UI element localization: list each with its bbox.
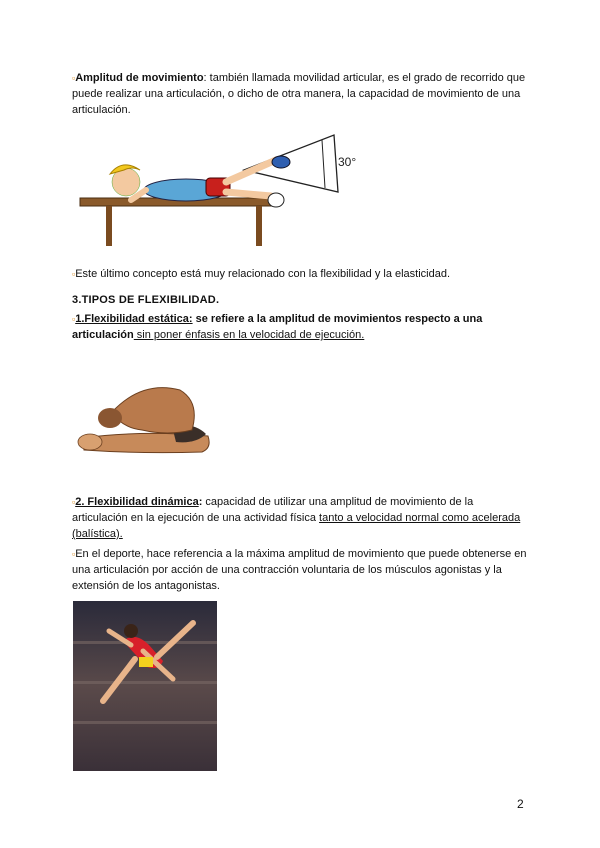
bullet-icon: ▫ <box>72 549 76 559</box>
text-estatica: se refiere a la amplitud de movimientos respecto a una articulación <box>72 313 483 341</box>
bullet-icon: ▫ <box>72 314 76 324</box>
bullet-icon: ▫ <box>72 269 76 279</box>
term-amplitud: Amplitud de movimiento <box>75 72 204 84</box>
colon-dinamica: : <box>198 496 203 508</box>
underline-dinamica: tanto a velocidad normal como acelerada (balística). <box>72 512 521 540</box>
section-heading: 3.TIPOS DE FLEXIBILIDAD. <box>72 294 220 306</box>
page-number: 2 <box>517 797 524 811</box>
text-deporte: En el deporte, hace referencia a la máxima amplitud de movimiento que puede obtenerse en una articulación por acción de una contracción voluntaria de los músculos agonistas y la extensión de los antagonistas. <box>72 548 527 592</box>
figure-seated-stretch <box>72 372 218 470</box>
text-dinamica: capacidad de utilizar una amplitud de movimiento de la articulación en la ejecución de una actividad física <box>72 496 474 524</box>
bullet-icon: ▫ <box>72 497 76 507</box>
bullet-icon: ▫ <box>72 73 76 83</box>
text-amplitud: : también llamada movilidad articular, es el grado de recorrido que puede realizar una articulación, o dicho de otra manera, la capacidad de movimiento de una articulación. <box>72 72 526 116</box>
angle-label: 30° <box>338 155 357 169</box>
paragraph-amplitud <box>72 70 528 118</box>
paragraph-deporte <box>72 546 528 594</box>
paragraph-concepto <box>72 266 528 282</box>
term-estatica: 1.Flexibilidad estática: <box>75 313 193 325</box>
figure-stretch-bench <box>76 130 376 252</box>
paragraph-estatica <box>72 311 528 343</box>
text-concepto: Este último concepto está muy relacionado con la flexibilidad y la elasticidad. <box>75 268 451 280</box>
term-dinamica: 2. Flexibilidad dinámica <box>75 496 199 508</box>
figure-gymnast-photo <box>73 601 217 771</box>
underline-estatica: sin poner énfasis en la velocidad de ejecución. <box>133 329 365 341</box>
paragraph-dinamica <box>72 494 528 542</box>
